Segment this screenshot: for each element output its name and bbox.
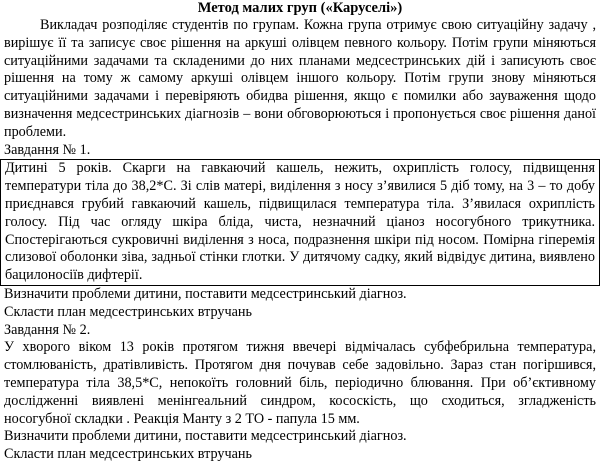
- task2-body: У хворого віком 13 років протягом тижня ввечері відмічалась субфебрильна температура, стомлюваність, дратівливість. Протягом дня почував себе задовільно. Зараз стан погіршився, температура тіла 38,5*С, непокоїть головний біль, періодично блювання. При об’єктивному дослідженні виявлені менінгеальний синдром, кососкість, що сходиться, згладженість носогубної складки . Реакція Манту з 2 ТО - папула 15 мм.: [4, 339, 596, 427]
- task2-heading: Завдання № 2.: [4, 321, 91, 338]
- task1-box: [0, 159, 600, 286]
- task1-question1: Визначити проблеми дитини, поставити медсестринський діагноз.: [4, 285, 407, 302]
- task2-question2: Скласти план медсестринських втручань: [4, 446, 252, 463]
- task1-question2: Скласти план медсестринських втручань: [4, 303, 252, 320]
- task1-heading: Завдання № 1.: [4, 141, 91, 158]
- task1-body: Дитині 5 років. Скарги на гавкаючий кашель, нежить, охриплість голосу, підвищення температури тіла до 38,2*С. Зі слів матері, виділення з носу з’явилися 5 діб тому, на 3 – то добу приєднався грубий гавкаючий кашель, підвищилася температура тіла. З’явилася охриплість голосу. Під час огляду шкіра бліда, чиста, незначний ціаноз носогубного трикутника. Спостерігаються сукровичні виділення з носа, подразнення шкіри під носом. Помірна гіперемія слизової оболонки зіва, задньої стінки глотки. У дитячому садку, який відвідує дитина, виявлено бацилоносіїв дифтерії.: [5, 160, 595, 284]
- task2-question1: Визначити проблеми дитини, поставити медсестринський діагноз.: [4, 428, 407, 445]
- document-title: Метод малих груп («Каруселі»): [197, 0, 403, 16]
- intro-paragraph: Викладач розподіляє студентів по групам. Кожна група отримує свою ситуаційну задачу , вирішує її та записує своє рішення на аркуші олівцем певного кольору. Потім групи міняються ситуаційними задачами та складеними до них планами медсестринських дій і записують своє рішення на тому ж самому аркуші олівцем іншого кольору. Потім групи знову міняються ситуаційними задачами і перевіряють обидва рішення, якщо є помилки або зауваження щодо визначення медсестринських діагнозів – вони обговорюються і пропонується своє рішення даної проблеми.: [4, 17, 596, 140]
